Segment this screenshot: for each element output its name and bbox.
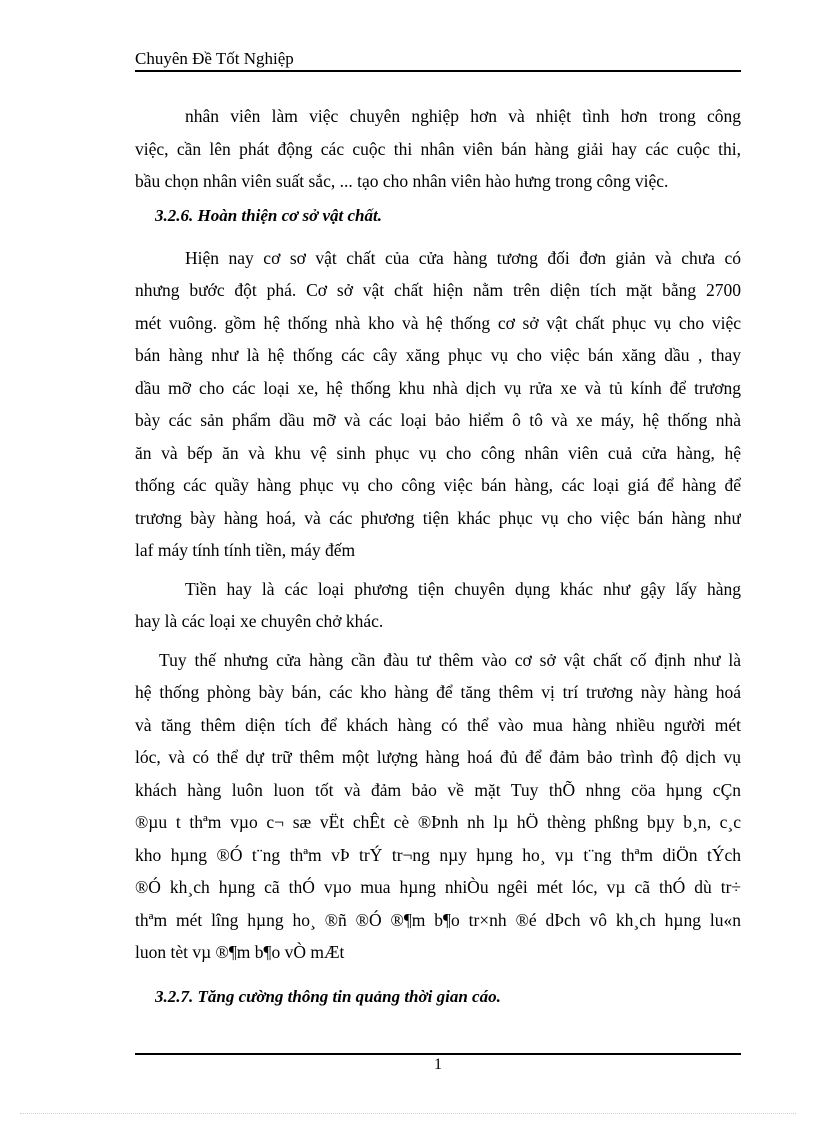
text-line: laf máy tính tính tiền, máy đếm [135, 540, 356, 560]
text-line: kho hµng ®Ó t¨ng thªm vÞ trÝ tr¬ng nµy hµng ho¸ vµ t¨ng thªm diÖn tÝch [135, 844, 741, 865]
text-line: ®Ó kh¸ch hµng cã thÓ vµo mua hµng nhiÒu ngêi mét lóc, vµ cã thÓ dù tr÷ [135, 877, 741, 897]
text-line: Tuy thế nhưng cửa hàng cần đàu tư thêm vào cơ sở vật chất cố định như là [159, 649, 741, 670]
text-line: và tăng thêm diện tích để khách hàng có thể vào mua hàng nhiều người mét [135, 714, 741, 735]
paragraph-equipment [135, 573, 741, 638]
text-line: thống các quầy hàng phục vụ cho công việc bán hàng, các loại giá để hàng để [135, 475, 741, 495]
paragraph-investment [135, 644, 741, 969]
text-line: khách hàng luôn luon tốt và đảm bảo về mặt Tuy thÕ nhng cöa hµng cÇn [135, 779, 741, 800]
text-line: dầu mỡ cho các loại xe, hệ thống khu nhà dịch vụ rửa xe và tủ kính để trương [135, 377, 741, 398]
page-content [135, 100, 741, 1017]
text-line: ăn và bếp ăn và khu vệ sinh phục vụ cho công nhân viên cuả cửa hàng, hệ [135, 442, 741, 463]
text-line: nhân viên làm việc chuyên nghiệp hơn và nhiệt tình hơn trong công [185, 106, 741, 126]
page-number: 1 [434, 1056, 442, 1073]
text-line: bầu chọn nhân viên suất sắc, ... tạo cho nhân viên hào hưng trong công việc. [135, 171, 669, 191]
page-break-dotted-line [20, 1113, 796, 1114]
text-line: bày các sản phẩm dầu mỡ và các loại bảo hiểm ô tô và xe máy, hệ thống nhà [135, 410, 741, 430]
section-heading-3-2-7: 3.2.7. Tăng cường thông tin quảng thời gian cáo. [155, 986, 501, 1006]
text-line: lóc, và có thể dự trữ thêm một lượng hàng hoá đủ để đảm bảo trình độ dịch vụ [135, 747, 741, 767]
paragraph-staff-motivation [135, 100, 741, 198]
text-line: Hiện nay cơ sơ vật chất của cửa hàng tương đối đơn giản và chưa có [185, 247, 741, 268]
text-line: Tiền hay là các loại phương tiện chuyên dụng khác như gậy lấy hàng [185, 578, 741, 599]
text-line: ®µu t thªm vµo c¬ sæ vËt chÊt cè ®Þnh nh lµ hÖ thèng phßng bµy b¸n, c¸c [135, 812, 741, 832]
text-line: luon tèt vµ ®¶m b¶o vÒ mÆt [135, 942, 345, 962]
text-line: trương bày hàng hoá, và các phương tiện khác phục vụ cho việc bán hàng như [135, 507, 741, 528]
text-line: thªm mét lîng hµng ho¸ ®ñ ®Ó ®¶m b¶o tr×nh ®é dÞch vô kh¸ch hµng lu«n [135, 909, 741, 930]
text-line: hệ thống phòng bày bán, các kho hàng để tăng thêm vị trí trương này hàng hoá [135, 682, 741, 702]
paragraph-facilities [135, 242, 741, 567]
text-line: nhưng bước đột phá. Cơ sở vật chất hiện nằm trên diện tích mặt bằng 2700 [135, 280, 741, 300]
page-header-title: Chuyên Đề Tốt Nghiệp [135, 49, 294, 68]
text-line: việc, cần lên phát động các cuộc thi nhân viên bán hàng giải hay các cuộc thi, [135, 138, 741, 159]
text-line: hay là các loại xe chuyên chở khác. [135, 611, 384, 631]
text-line: bán hàng như là hệ thống các cây xăng phục vụ cho việc bán xăng dầu , thay [135, 345, 741, 365]
text-line: mét vuông. gồm hệ thống nhà kho và hệ thống cơ sở vật chất phục vụ cho việc [135, 312, 741, 333]
section-heading-3-2-6: 3.2.6. Hoàn thiện cơ sở vật chất. [155, 205, 382, 225]
header-divider [135, 70, 741, 72]
